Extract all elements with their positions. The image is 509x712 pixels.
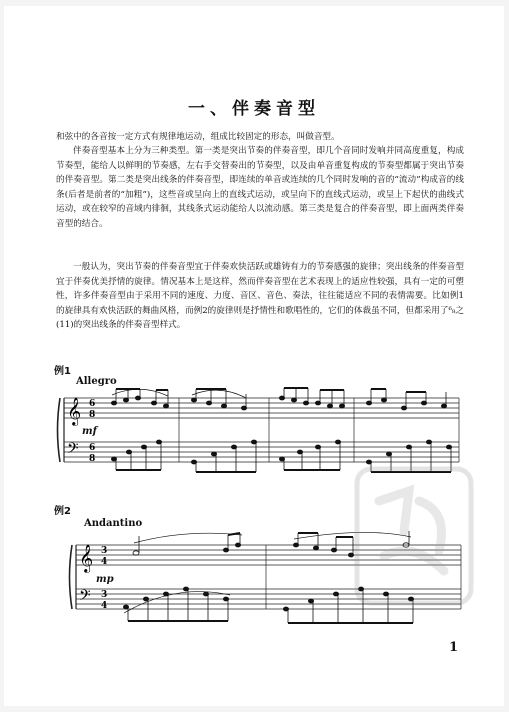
treble-clef-icon: 𝄞 [67, 397, 82, 425]
book-page [4, 6, 504, 706]
paragraph-2: 伴奏音型基本上分为三种类型。第一类是突出节奏的伴奏音型，即几个音同时发响并同高度重复，构成节奏型，能给人以鲜明的节奏感，左右手交替奏出的节奏型，以及由单音重复构成的节奏型都属于突出节奏的伴奏音型。第二类是突出线条的伴奏音型，即连续的单音或连续的几个同时发响的音的“流动”构成音的线条(后者是前者的“加粗”)，这些音或呈向上的直线式运动，或呈向下的直线式运动，或呈上下起伏的曲线式运动，或在较窄的音域内徘徊，其线条式运动能给人以流动感。第三类是复合的伴奏音型，即上面两类伴奏音型的结合。 [56, 146, 464, 229]
example-1-tempo: Allegro [76, 376, 117, 387]
page-number: 1 [448, 640, 458, 655]
time-signature-bottom-bass: 8 [89, 454, 96, 464]
example-2-tempo: Andantino [84, 518, 143, 529]
time-signature-top: 3 [101, 546, 108, 556]
time-signature-top-bass: 3 [101, 590, 108, 600]
time-signature-bottom-bass: 4 [101, 601, 108, 611]
paragraph-3: 一般认为，突出节奏的伴奏音型宜于伴奏欢快活跃或雄铸有力的节奏感强的旋律；突出线条的伴奏音型宜于伴奏优美抒情的旋律。情况基本上是这样，然而伴奏音型在艺术表现上的适应性较强，具有一定的可塑性，许多伴奏音型由于采用不同的速度、力度、音区、音色、奏法，往往能适应不同的表情需要。比如例1的旋律具有欢快活跃的舞曲风格，而例2的旋律则是抒情性和歌唱性的，它们的体裁虽不同，但都采用了⁶₈之(11)的突出线条的伴奏音型样式。 [56, 262, 464, 331]
time-signature-bottom: 4 [101, 557, 108, 567]
time-signature-top: 6 [89, 399, 96, 409]
watermark-seal-icon [349, 461, 479, 611]
example-1-dynamic: mf [82, 426, 97, 437]
bass-clef-icon: 𝄢 [67, 440, 79, 461]
treble-clef-icon: 𝄞 [79, 544, 94, 572]
example-2-label: 例2 [54, 506, 71, 517]
paragraph-1: 和弦中的各音按一定方式有规律地运动，组成比较固定的形态，叫做音型。 [56, 132, 340, 142]
time-signature-bottom: 8 [89, 410, 96, 420]
time-signature-top-bass: 6 [89, 443, 96, 453]
example-2-dynamic: mp [96, 574, 114, 585]
bass-clef-icon: 𝄢 [79, 587, 91, 608]
example-1-label: 例1 [54, 366, 71, 377]
chapter-title: 一、伴奏音型 [188, 99, 320, 119]
